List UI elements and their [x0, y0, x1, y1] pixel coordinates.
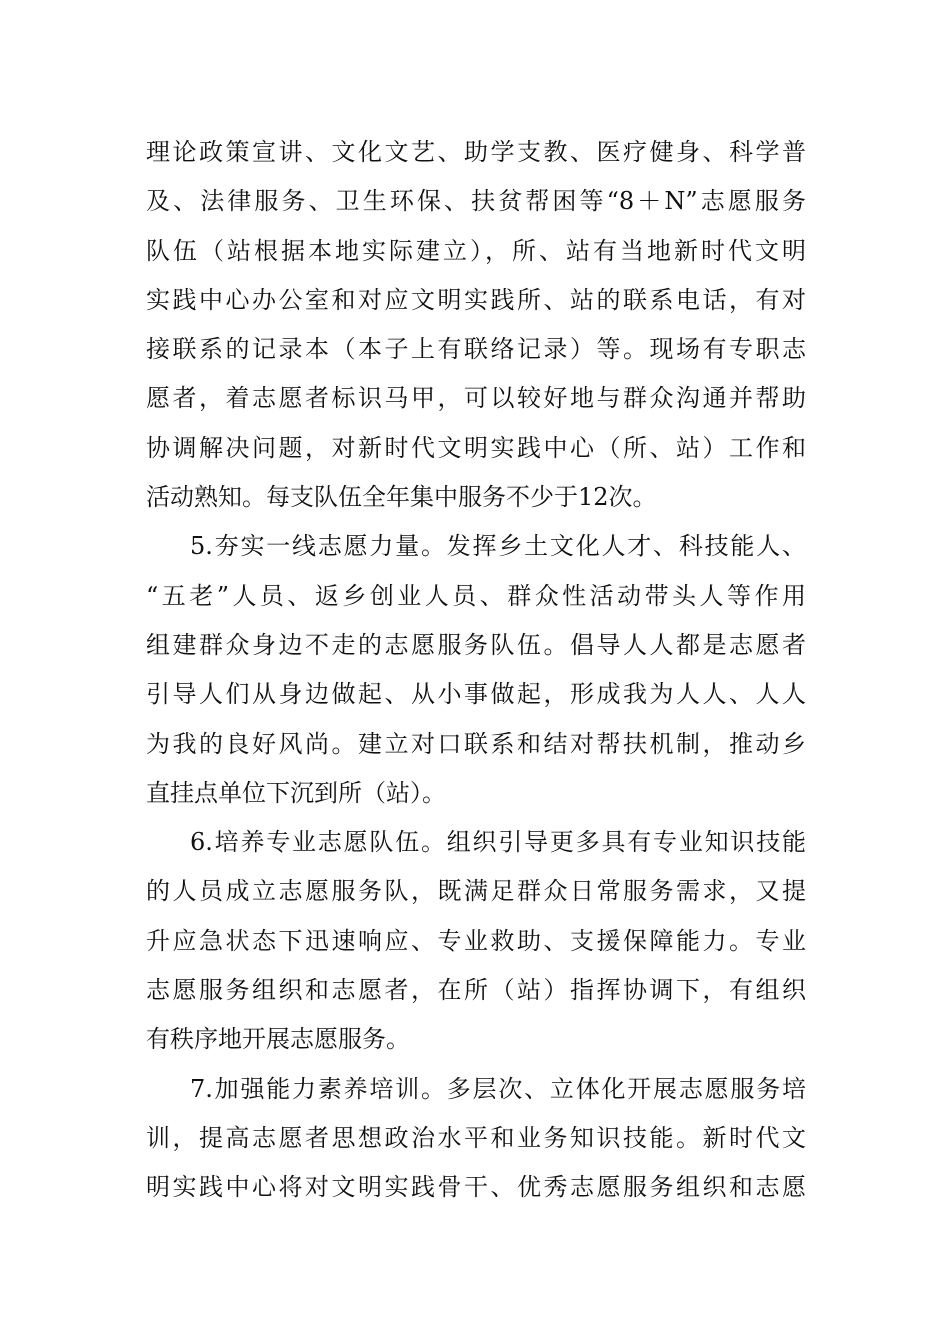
paragraph-volunteer-teams [146, 128, 806, 522]
text-line: 协调解决问题，对新时代文明实践中心（所、站）工作和 [146, 433, 806, 462]
text-line: 引导人们从身边做起、从小事做起，形成我为人人、人人 [146, 680, 806, 709]
paragraph-item-7 [146, 1065, 806, 1213]
text-line: 接联系的记录本（本子上有联络记录）等。现场有专职志 [146, 335, 806, 364]
text-line: 队伍（站根据本地实际建立），所、站有当地新时代文明 [146, 236, 806, 265]
text-line: 5.夯实一线志愿力量。发挥乡土文化人才、科技能人、 [190, 532, 806, 561]
text-line: 的人员成立志愿服务队，既满足群众日常服务需求，又提 [146, 877, 806, 906]
text-line: 实践中心办公室和对应文明实践所、站的联系电话，有对 [146, 285, 806, 314]
text-line: 训，提高志愿者思想政治水平和业务知识技能。新时代文 [146, 1123, 806, 1152]
text-line: 6.培养专业志愿队伍。组织引导更多具有专业知识技能 [190, 828, 806, 857]
text-line: 志愿服务组织和志愿者，在所（站）指挥协调下，有组织 [146, 976, 806, 1005]
text-line: 活动熟知。每支队伍全年集中服务不少于12次。 [146, 483, 657, 512]
text-line: 明实践中心将对文明实践骨干、优秀志愿服务组织和志愿 [146, 1173, 806, 1202]
text-line: 7.加强能力素养培训。多层次、立体化开展志愿服务培 [190, 1074, 806, 1103]
text-line: 升应急状态下迅速响应、专业救助、支援保障能力。专业 [146, 926, 806, 955]
text-line: 直挂点单位下沉到所（站）。 [146, 778, 446, 807]
text-line: “五老”人员、返乡创业人员、群众性活动带头人等作用 [146, 581, 806, 610]
paragraph-item-5 [146, 522, 806, 818]
text-line: 组建群众身边不走的志愿服务队伍。倡导人人都是志愿者 [146, 630, 806, 659]
text-line: 及、法律服务、卫生环保、扶贫帮困等“8＋N”志愿服务 [146, 187, 806, 216]
paragraph-item-6 [146, 818, 806, 1064]
text-line: 有秩序地开展志愿服务。 [146, 1025, 410, 1054]
text-line: 愿者，着志愿者标识马甲，可以较好地与群众沟通并帮助 [146, 384, 806, 413]
text-line: 理论政策宣讲、文化文艺、助学支教、医疗健身、科学普 [146, 138, 806, 166]
text-line: 为我的良好风尚。建立对口联系和结对帮扶机制，推动乡 [146, 729, 806, 758]
document-page [146, 128, 806, 1213]
